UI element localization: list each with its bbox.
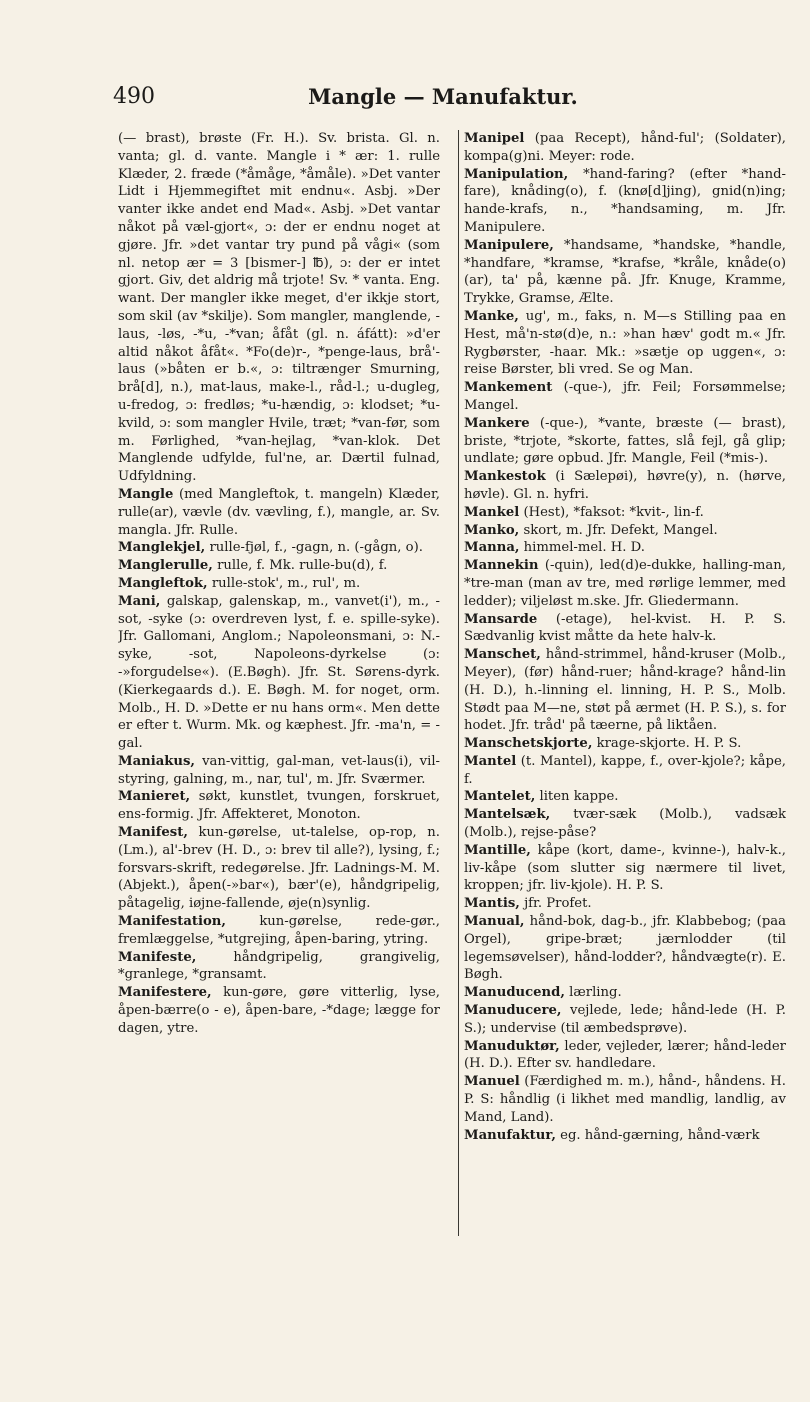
- entry-headword: Mankement: [464, 380, 553, 396]
- dictionary-entry: [118, 753, 440, 789]
- entry-headword: Manglekjel,: [118, 540, 206, 556]
- dictionary-entry: [118, 486, 440, 539]
- dictionary-entry: [118, 984, 440, 1037]
- entry-headword: Manschet,: [464, 647, 541, 663]
- dictionary-entry: [464, 913, 786, 984]
- entry-definition: (-etage), hel-kvist. H. P. S. Sædvanlig kvist måtte da hete halv-k.: [464, 611, 786, 645]
- dictionary-entry: [464, 539, 786, 557]
- dictionary-entry: [464, 379, 786, 415]
- entry-definition: lærling.: [569, 985, 622, 1001]
- dictionary-entry: [464, 984, 786, 1002]
- column-divider: [458, 130, 459, 1236]
- entry-definition: jfr. Profet.: [524, 896, 592, 912]
- entry-headword: Manual,: [464, 914, 525, 930]
- entry-definition: (med Mangleftok, t. mangeln) Klæder, rulle(ar), vævle (dv. vævling, f.), mangle, ar. Sv. mangla. Jfr. Rulle.: [118, 486, 440, 538]
- dictionary-entry: [118, 130, 440, 486]
- dictionary-entry: [464, 788, 786, 806]
- entry-definition: leder, vejleder, lærer; hånd-leder (H. D.). Efter sv. handledare.: [464, 1038, 786, 1072]
- entry-definition: (-que-), jfr. Feil; Forsømmelse; Mangel.: [464, 380, 786, 413]
- dictionary-entry: [464, 735, 786, 753]
- entry-definition: galskap, galenskap, m., vanvet(i'), m., -sot, -syke (ɔ: overdreven lyst, f. e. spille-syke). Jfr. Gallomani, Anglom.; Napoleonsmani, ɔ: N.-syke, -sot, Napoleons-dyrkelse (ɔ: -»forgudelse«). (E.Bøgh). Jfr. St. Sørens-dyrk. (Kierkegaards d.). E. Bøgh. M. for noget, orm. Molb., H. D. »Dette er nu hans orm«. Men dette er efter t. Wurm. Mk. og kæphest. Jfr. -ma'n, = -gal.: [118, 593, 440, 752]
- entry-definition: hånd-strimmel, hånd-kruser (Molb., Meyer), (før) hånd-ruer; hånd-krage? hånd-lin (H. D.), h.-linning el. linning, H. P. S., Molb. Stødt paa M—ne, støt på ærmet (H. P. S.), s. for hodet. Jfr. tråd' på tæerne, på liktåen.: [464, 647, 786, 734]
- dictionary-entry: [464, 806, 786, 842]
- entry-definition: himmel-mel. H. D.: [523, 540, 645, 556]
- entry-headword: Mankere: [464, 415, 530, 431]
- entry-definition: kåpe (kort, dame-, kvinne-), halv-k., liv-kåpe (som slutter sig nærmere til livet, kroppen; jfr. liv-kjole). H. P. S.: [464, 842, 786, 894]
- dictionary-entry: [464, 1038, 786, 1074]
- left-column: [118, 130, 440, 1380]
- entry-definition: søkt, kunstlet, tvungen, forskruet, ens-formig. Jfr. Affekteret, Monoton.: [118, 789, 440, 823]
- entry-headword: Mankestok: [464, 469, 546, 485]
- page-number: 490: [113, 84, 155, 109]
- entry-headword: Manschetskjorte,: [464, 736, 593, 752]
- entry-headword: Manifestation,: [118, 914, 226, 930]
- entry-headword: Manipulation,: [464, 166, 569, 182]
- entry-headword: Manieret,: [118, 789, 191, 805]
- dictionary-entry: [464, 1073, 786, 1126]
- entry-headword: Mantille,: [464, 842, 531, 858]
- entry-definition: (— brast), brøste (Fr. H.). Sv. brista. Gl. n. vanta; gl. d. vante. Mangle i * ær: 1. rulle Klæder, 2. fræde (*åmåge, *åmåle). »Det vanter Lidt i Hjemmegiftet mit endnu«. Asbj. »Der vanter ikke andet end Mad«. Asbj. »Det vantar nåkot på væl-gjort«, ɔ: der er endnu noget at gjøre. Jfr. »det vantar try pund på vågi« (som nl. netop ær = 3 [bismer-] ℔), ɔ: der er intet gjort. Giv, det aldrig må trjote! Sv. * vanta. Eng. want. Der mangler ikke meget, d'er ikkje stort, som skil (av *skilje). Som mangler, manglende, -laus, -løs, -*u, -*van; åfåt (gl. n. áfátt): »d'er altid nåkot åfåt«. *Fo(de)r-, *penge-laus, brå'-laus (»båten er b.«, ɔ: tiltrænger Smurning, brå[d], n.), mat-laus, make-l., råd-l.; u-dugleg, u-fredog, ɔ: fredløs; *u-hændig, ɔ: klodset; *u-kvild, ɔ: som mangler Hvile, træt; *van-før, som m. Førlighed, *van-hejlag, *van-klok. Det Manglende udfylde, ful'ne, ar. Dærtil fulnad, Udfyldning.: [118, 131, 440, 485]
- entry-headword: Mantelet,: [464, 789, 536, 805]
- entry-definition: krage-skjorte. H. P. S.: [596, 736, 742, 752]
- entry-headword: Manke,: [464, 308, 519, 324]
- dictionary-entry: [118, 913, 440, 949]
- dictionary-entry: [464, 842, 786, 895]
- entry-headword: Mannekin: [464, 558, 539, 574]
- dictionary-entry: [464, 308, 786, 379]
- entry-definition: skort, m. Jfr. Defekt, Mangel.: [523, 522, 718, 538]
- entry-definition: hånd-bok, dag-b., jfr. Klabbebog; (paa Orgel), gripe-bræt; jærnlodder (til legemsøvelser), hånd-lodder?, håndvægte(r). E. Bøgh.: [464, 914, 786, 983]
- entry-headword: Manglerulle,: [118, 558, 213, 574]
- entry-definition: rulle-fjøl, f., -gagn, n. (-gågn, o).: [209, 540, 423, 556]
- entry-definition: (i Sælepøi), høvre(y), n. (hørve, høvle). Gl. n. hyfri.: [464, 469, 786, 502]
- entry-headword: Manuduktør,: [464, 1038, 560, 1054]
- dictionary-entry: [118, 824, 440, 913]
- dictionary-entry: [464, 753, 786, 789]
- page-header: [113, 84, 773, 118]
- entry-definition: håndgripelig, grangivelig, *granlege, *gransamt.: [118, 949, 440, 983]
- entry-definition: tvær-sæk (Molb.), vadsæk (Molb.), rejse-påse?: [464, 807, 786, 841]
- entry-headword: Manufaktur,: [464, 1127, 556, 1143]
- entry-definition: liten kappe.: [539, 789, 619, 805]
- entry-headword: Mani,: [118, 593, 161, 609]
- right-column: [464, 130, 786, 1380]
- entry-definition: (t. Mantel), kappe, f., over-kjole?; kåpe, f.: [464, 753, 786, 787]
- entry-headword: Manipulere,: [464, 237, 554, 253]
- dictionary-entry: [118, 539, 440, 557]
- dictionary-entry: [464, 646, 786, 735]
- entry-headword: Manuducend,: [464, 985, 565, 1001]
- entry-definition: *handsame, *handske, *handle, *handfare, *kramse, *krafse, *kråle, knåde(o) (ar), ta' på, kænne på. Jfr. Knuge, Kramme, Trykke, Gramse, Ælte.: [464, 237, 786, 307]
- dictionary-entry: [118, 575, 440, 593]
- entry-headword: Manko,: [464, 522, 520, 538]
- entry-headword: Mangle: [118, 486, 174, 502]
- entry-headword: Manuel: [464, 1074, 520, 1090]
- entry-headword: Mantelsæk,: [464, 807, 551, 823]
- entry-definition: kun-gørelse, rede-gør., fremlæggelse, *utgrejing, åpen-baring, ytring.: [118, 914, 440, 947]
- entry-definition: (-que-), *vante, bræste (— brast), briste, *trjote, *skorte, fattes, slå fejl, gå glip; undlate; gøre opbud. Jfr. Mangle, Feil (*mis-).: [464, 415, 786, 467]
- entry-headword: Manipel: [464, 131, 525, 146]
- dictionary-entry: [464, 415, 786, 468]
- entry-definition: van-vittig, gal-man, vet-laus(i), vil-styring, galning, m., nar, tul', m. Jfr. Sværmer.: [118, 753, 440, 787]
- entry-headword: Mansarde: [464, 611, 538, 627]
- entry-headword: Mantel: [464, 753, 517, 769]
- dictionary-entry: [118, 557, 440, 575]
- entry-definition: rulle-stok', m., rul', m.: [211, 575, 361, 591]
- entry-definition: (-quin), led(d)e-dukke, halling-man, *tre-man (man av tre, med rørlige lemmer, med ledder); viljeløst m.ske. Jfr. Gliedermann.: [464, 558, 786, 609]
- dictionary-entry: [464, 557, 786, 610]
- entry-headword: Mangleftok,: [118, 575, 208, 591]
- entry-headword: Manna,: [464, 540, 520, 556]
- entry-headword: Mantis,: [464, 896, 520, 912]
- dictionary-entry: [464, 611, 786, 647]
- dictionary-entry: [464, 522, 786, 540]
- entry-headword: Maniakus,: [118, 753, 196, 769]
- dictionary-entry: [464, 130, 786, 166]
- dictionary-entry: [464, 166, 786, 237]
- running-title: Mangle — Manufaktur.: [308, 84, 578, 109]
- entry-definition: (Færdighed m. m.), hånd-, håndens. H. P. S: håndlig (i likhet med mandlig, landlig, av Mand, Land).: [464, 1074, 786, 1125]
- entry-headword: Mankel: [464, 504, 520, 520]
- dictionary-entry: [464, 1127, 786, 1145]
- entry-headword: Manifestere,: [118, 985, 212, 1001]
- entry-definition: eg. hånd-gærning, hånd-værk: [560, 1127, 760, 1143]
- entry-definition: ug', m., faks, n. M—s Stilling paa en Hest, må'n-stø(d)e, n.: »han hæv' godt m.« Jfr. Rygbørster, -haar. Mk.: »sætje op uggen«, ɔ: reise Børster, bli vred. Se og Man.: [464, 308, 786, 378]
- entry-headword: Manifest,: [118, 825, 188, 841]
- dictionary-entry: [464, 468, 786, 504]
- dictionary-entry: [464, 237, 786, 308]
- dictionary-entry: [118, 593, 440, 753]
- entry-headword: Manuducere,: [464, 1003, 562, 1019]
- entry-headword: Manifeste,: [118, 949, 197, 965]
- dictionary-entry: [118, 949, 440, 985]
- dictionary-entry: [464, 504, 786, 522]
- entry-definition: *hand-faring? (efter *hand-fare), knåding(o), f. (knø[d]jing), gnid(n)ing; hande-krafs, n., *handsaming, m. Jfr. Manipulere.: [464, 166, 786, 235]
- dictionary-entry: [118, 788, 440, 824]
- entry-definition: (Hest), *faksot: *kvit-, lin-f.: [523, 504, 704, 520]
- entry-definition: (paa Recept), hånd-ful'; (Soldater), kompa(g)ni. Meyer: rode.: [464, 131, 786, 164]
- dictionary-entry: [464, 1002, 786, 1038]
- entry-definition: vejlede, lede; hånd-lede (H. P. S.); undervise (til æmbedsprøve).: [464, 1003, 786, 1036]
- entry-definition: kun-gørelse, ut-talelse, op-rop, n. (Lm.), al'-brev (H. D., ɔ: brev til alle?), lysing, f.; forsvars-skrift, redegørelse. Jfr. Ladnings-M. M. (Abjekt.), åpen(-»bar«), bær'(e), håndgripelig, påtagelig, iøjne-fallende, øje(n)synlig.: [118, 825, 440, 912]
- dictionary-entry: [464, 895, 786, 913]
- entry-definition: rulle, f. Mk. rulle-bu(d), f.: [217, 558, 388, 574]
- entry-definition: kun-gøre, gøre vitterlig, lyse, åpen-bærre(o - e), åpen-bare, -*dage; lægge for dagen, ytre.: [118, 985, 440, 1036]
